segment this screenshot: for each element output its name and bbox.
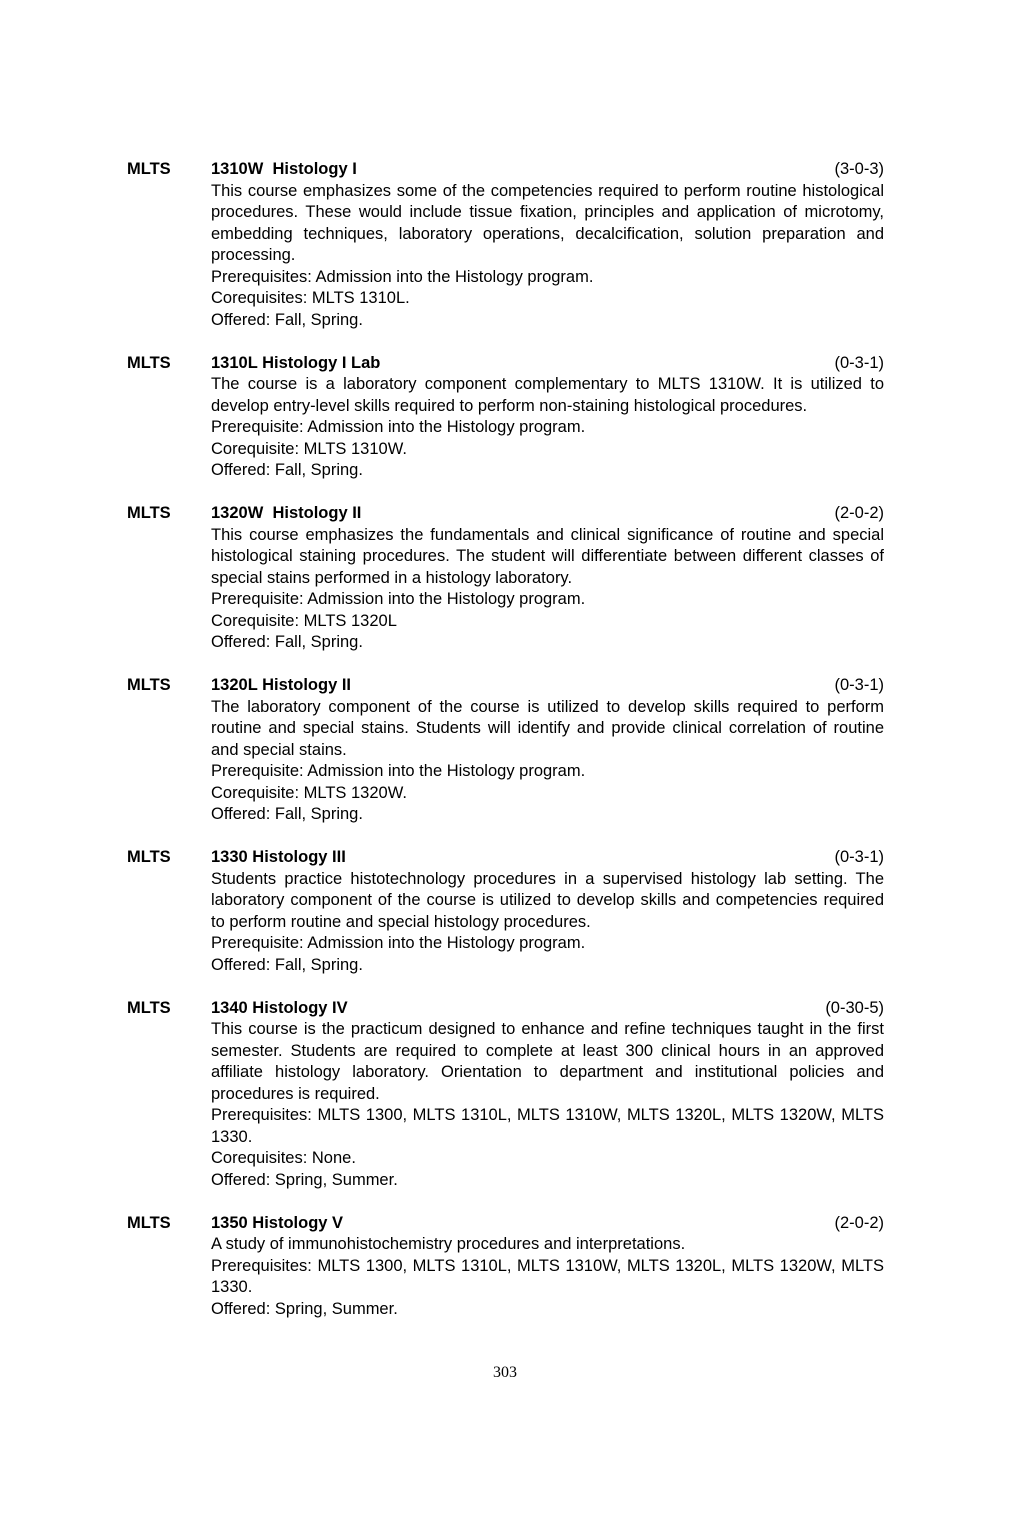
course-entry (127, 159, 884, 331)
course-body (211, 525, 884, 654)
course-prerequisites: Prerequisites: Admission into the Histology program. (211, 267, 594, 286)
course-offered: Offered: Fall, Spring. (211, 310, 363, 329)
course-header (127, 847, 884, 869)
course-credits: (2-0-2) (834, 1213, 884, 1232)
course-header (127, 675, 884, 697)
course-entry (127, 847, 884, 976)
course-body (211, 181, 884, 332)
course-title: 1320L Histology II (211, 676, 351, 694)
course-prerequisites: Prerequisite: Admission into the Histology program. (211, 934, 586, 952)
course-corequisites: Corequisites: MLTS 1310L. (211, 289, 410, 307)
course-corequisites: Corequisite: MLTS 1320L (211, 611, 397, 630)
course-offered: Offered: Spring, Summer. (211, 1299, 398, 1318)
course-corequisites: Corequisite: MLTS 1320W. (211, 783, 407, 802)
course-corequisites: Corequisites: None. (211, 1149, 356, 1167)
course-header (127, 503, 884, 525)
course-description: This course is the practicum designed to enhance and refine techniques taught in the first semester. Students are required to complete at least 300 clinical hours in an approved affiliate histology laboratory. Orientation to department and institutional policies and procedures is required. (211, 1020, 884, 1103)
course-prerequisites: Prerequisites: MLTS 1300, MLTS 1310L, MLTS 1310W, MLTS 1320L, MLTS 1320W, MLTS 1330. (211, 1256, 884, 1296)
course-credits: (3-0-3) (834, 160, 884, 178)
course-entry (127, 353, 884, 482)
course-offered: Offered: Fall, Spring. (211, 633, 363, 651)
course-prerequisites: Prerequisite: Admission into the Histology program. (211, 418, 586, 436)
course-credits: (2-0-2) (834, 504, 884, 522)
course-department: MLTS (127, 353, 171, 372)
course-prerequisites: Prerequisite: Admission into the Histology program. (211, 762, 586, 780)
course-department: MLTS (127, 1213, 171, 1232)
course-description: Students practice histotechnology procedures in a supervised histology lab setting. The laboratory component of the course is utilized to develop skills and competencies required to perform routine and special histology procedures. (211, 869, 884, 931)
course-title: 1310W Histology I (211, 160, 357, 178)
course-header (127, 159, 884, 181)
course-body (211, 374, 884, 482)
course-department: MLTS (127, 504, 171, 522)
course-corequisites: Corequisite: MLTS 1310W. (211, 439, 407, 458)
course-title: 1340 Histology IV (211, 998, 348, 1017)
course-offered: Offered: Spring, Summer. (211, 1170, 398, 1189)
course-description: This course emphasizes the fundamentals and clinical significance of routine and special histological staining procedures. The student will differentiate between different classes of special stains performed in a histology laboratory. (211, 525, 884, 587)
course-department: MLTS (127, 998, 171, 1017)
course-description: A study of immunohistochemistry procedures and interpretations. (211, 1235, 686, 1253)
course-offered: Offered: Fall, Spring. (211, 805, 363, 823)
course-title: 1310L Histology I Lab (211, 353, 381, 372)
course-entry (127, 998, 884, 1192)
course-title: 1330 Histology III (211, 848, 346, 866)
course-entry (127, 1213, 884, 1321)
course-prerequisites: Prerequisite: Admission into the Histology program. (211, 590, 586, 608)
course-body (211, 697, 884, 826)
course-body (211, 1019, 884, 1191)
course-header (127, 998, 884, 1020)
course-body (211, 1234, 884, 1320)
course-offered: Offered: Fall, Spring. (211, 461, 363, 479)
course-list (127, 159, 884, 1342)
course-offered: Offered: Fall, Spring. (211, 955, 363, 974)
course-description: The course is a laboratory component complementary to MLTS 1310W. It is utilized to develop entry-level skills required to perform non-staining histological procedures. (211, 375, 884, 415)
course-department: MLTS (127, 676, 171, 694)
course-body (211, 869, 884, 977)
course-entry (127, 675, 884, 826)
course-description: The laboratory component of the course is utilized to develop skills required to perform routine and special stains. Students will identify and provide clinical correlation of routine and special stains. (211, 697, 884, 759)
page-number: 303 (493, 1364, 517, 1381)
course-title: 1350 Histology V (211, 1213, 344, 1232)
course-department: MLTS (127, 848, 171, 866)
course-header (127, 1213, 884, 1235)
course-credits: (0-3-1) (834, 848, 884, 866)
course-credits: (0-3-1) (834, 676, 884, 694)
course-entry (127, 503, 884, 654)
course-description: This course emphasizes some of the competencies required to perform routine histological procedures. These would include tissue fixation, principles and application of microtomy, embedding techniques, laboratory operations, decalcification, solution preparation and processing. (211, 181, 884, 264)
course-credits: (0-3-1) (834, 353, 884, 372)
course-credits: (0-30-5) (825, 998, 884, 1017)
course-title: 1320W Histology II (211, 504, 362, 522)
course-prerequisites: Prerequisites: MLTS 1300, MLTS 1310L, MLTS 1310W, MLTS 1320L, MLTS 1320W, MLTS 1330. (211, 1106, 884, 1146)
course-header (127, 353, 884, 375)
course-department: MLTS (127, 160, 171, 178)
